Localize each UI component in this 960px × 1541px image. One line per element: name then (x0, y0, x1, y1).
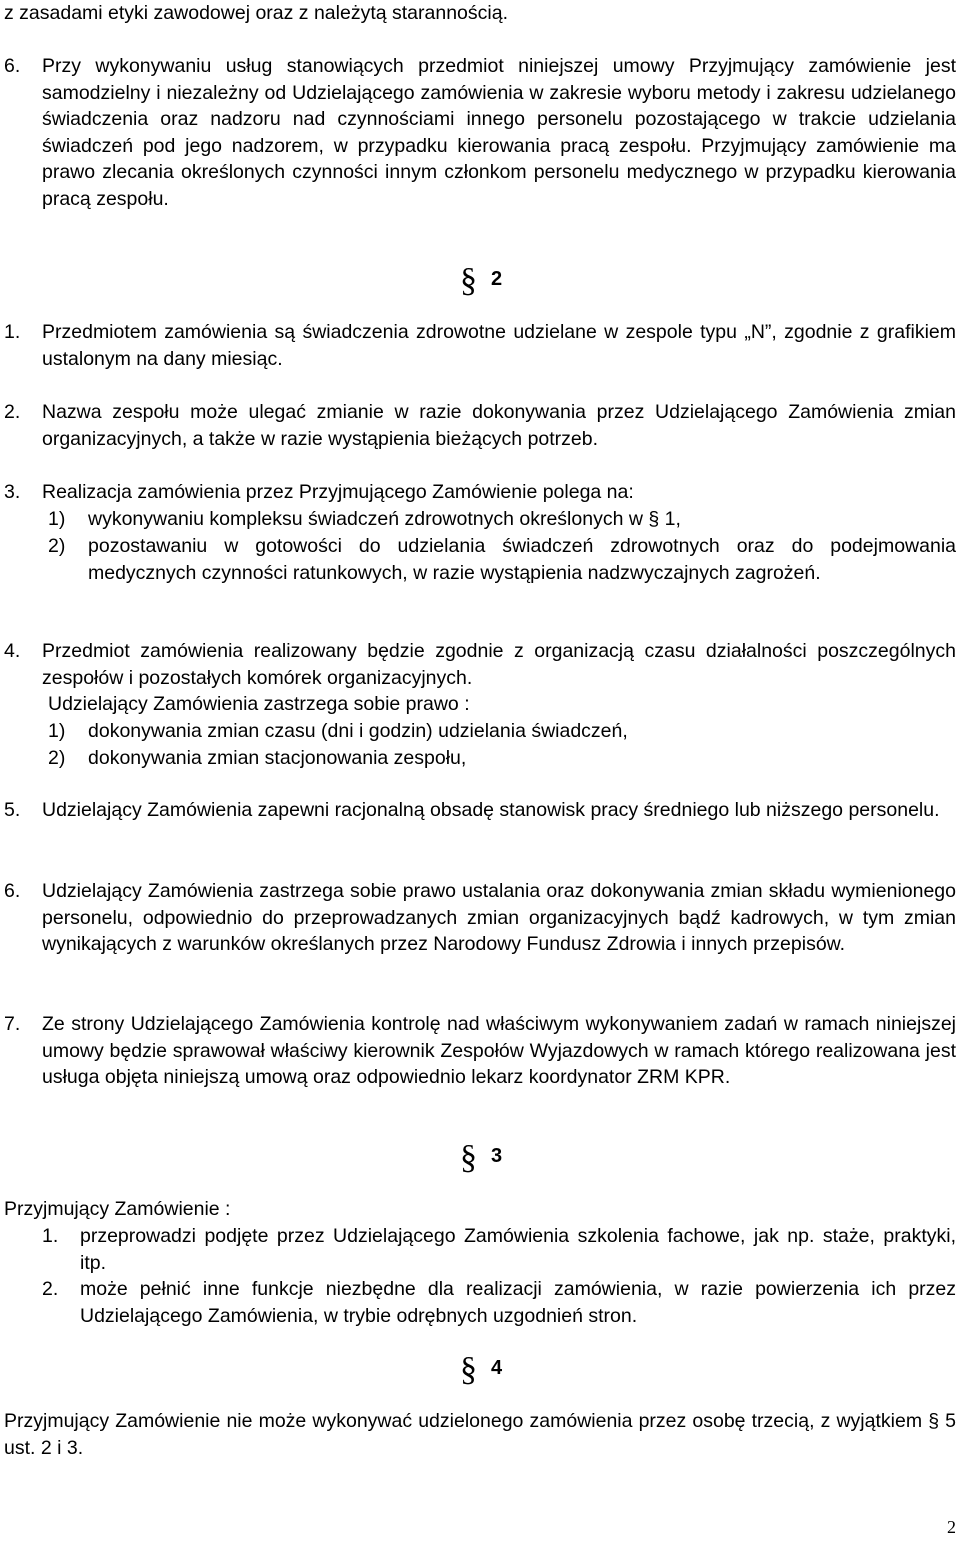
paragraph-text: Przedmiot zamówienia realizowany będzie zgodnie z organizacją czasu działalności poszczególnych zespołów i pozostałych komórek organizacyjnych. (42, 640, 956, 689)
paragraph-text: Nazwa zespołu może ulegać zmianie w razie dokonywania przez Udzielającego Zamówienia zmian organizacyjnych, a także w razie wystąpienia bieżących potrzeb. (42, 401, 956, 450)
paragraph-text: Przy wykonywaniu usług stanowiących przedmiot niniejszej umowy Przyjmujący zamówienie jest samodzielny i niezależny od Udzielającego zamówienia w zakresie wyboru metody i zakresu udzielanego świadczenia oraz nadzoru nad czynnościami innego personelu pozostającego w trakcie udzielania świadczeń pod jego nadzorem, w przypadku kierowania pracą zespołu. Przyjmujący zamówienie ma prawo zlecania określonych czynności innym członkom personelu medycznego w przypadku kierowania pracą zespołu. (42, 55, 956, 210)
list-item-text: wykonywaniu kompleksu świadczeń zdrowotnych określonych w § 1, (88, 508, 681, 530)
paragraph-text: Udzielający Zamówienia zastrzega sobie prawo ustalania oraz dokonywania zmian składu wymienionego personelu, odpowiednio do przeprowadzanych zmian organizacyjnych bądź kadrowych, w tym zmian wynikających z warunków określanych przez Narodowy Fundusz Zdrowia i innych przepisów. (42, 880, 956, 956)
list-item-number: 1) (48, 508, 66, 530)
paragraph-number: 7. (4, 1013, 21, 1035)
section-number: 2 (491, 268, 503, 290)
paragraph-text: Przyjmujący Zamówienie nie może wykonywać udzielonego zamówienia przez osobę trzecią, z wyjątkiem § 5 ust. 2 i 3. (4, 1410, 956, 1459)
list-item-text: dokonywania zmian stacjonowania zespołu, (88, 747, 467, 769)
list-item-text: pozostawaniu w gotowości do udzielania świadczeń zdrowotnych oraz do podejmowania medycznych czynności ratunkowych, w razie wystąpienia nadzwyczajnych zagrożeń. (88, 535, 956, 584)
list-item-number: 1. (42, 1225, 59, 1247)
section-number: 3 (491, 1145, 503, 1167)
section-heading-2 (460, 262, 503, 299)
list-item-text: może pełnić inne funkcje niezbędne dla realizacji zamówienia, w razie powierzenia ich przez Udzielającego Zamówienia, w trybie odrębnych uzgodnień stron. (80, 1278, 956, 1327)
list-item-number: 2. (42, 1278, 59, 1300)
list-item-text: dokonywania zmian czasu (dni i godzin) udzielania świadczeń, (88, 720, 628, 742)
paragraph-number: 1. (4, 321, 21, 343)
section-symbol: § (460, 262, 477, 299)
paragraph-number: 3. (4, 481, 21, 503)
list-item-number: 2) (48, 747, 66, 769)
paragraph-text: Realizacja zamówienia przez Przyjmującego Zamówienie polega na: (42, 481, 634, 503)
section-intro: Przyjmujący Zamówienie : (4, 1198, 231, 1220)
section-number: 4 (491, 1357, 503, 1379)
list-item-number: 2) (48, 535, 66, 557)
paragraph-number: 2. (4, 401, 21, 423)
paragraph-number: 5. (4, 799, 21, 821)
paragraph-number: 6. (4, 55, 21, 77)
paragraph-text: Ze strony Udzielającego Zamówienia kontrolę nad właściwym wykonywaniem zadań w ramach niniejszej umowy będzie sprawował właściwy kierownik Zespołów Wyjazdowych w ramach którego realizowana jest usługa objęta niniejszą umową oraz odpowiednio lekarz koordynator ZRM KPR. (42, 1013, 956, 1089)
section-symbol: § (460, 1351, 477, 1388)
paragraph-subtext: Udzielający Zamówienia zastrzega sobie prawo : (48, 693, 470, 715)
section-symbol: § (460, 1139, 477, 1176)
paragraph-text: Udzielający Zamówienia zapewni racjonalną obsadę stanowisk pracy średniego lub niższego personelu. (42, 799, 940, 821)
continuation-line: z zasadami etyki zawodowej oraz z należytą starannością. (4, 2, 508, 24)
paragraph-text: Przedmiotem zamówienia są świadczenia zdrowotne udzielane w zespole typu „N”, zgodnie z grafikiem ustalonym na dany miesiąc. (42, 321, 956, 370)
section-heading-3 (460, 1139, 503, 1176)
page-number: 2 (947, 1517, 956, 1537)
list-item-number: 1) (48, 720, 66, 742)
list-item-text: przeprowadzi podjęte przez Udzielającego Zamówienia szkolenia fachowe, jak np. staże, praktyki, itp. (80, 1225, 956, 1274)
section-heading-4 (460, 1351, 503, 1388)
paragraph-number: 4. (4, 640, 21, 662)
paragraph-number: 6. (4, 880, 21, 902)
